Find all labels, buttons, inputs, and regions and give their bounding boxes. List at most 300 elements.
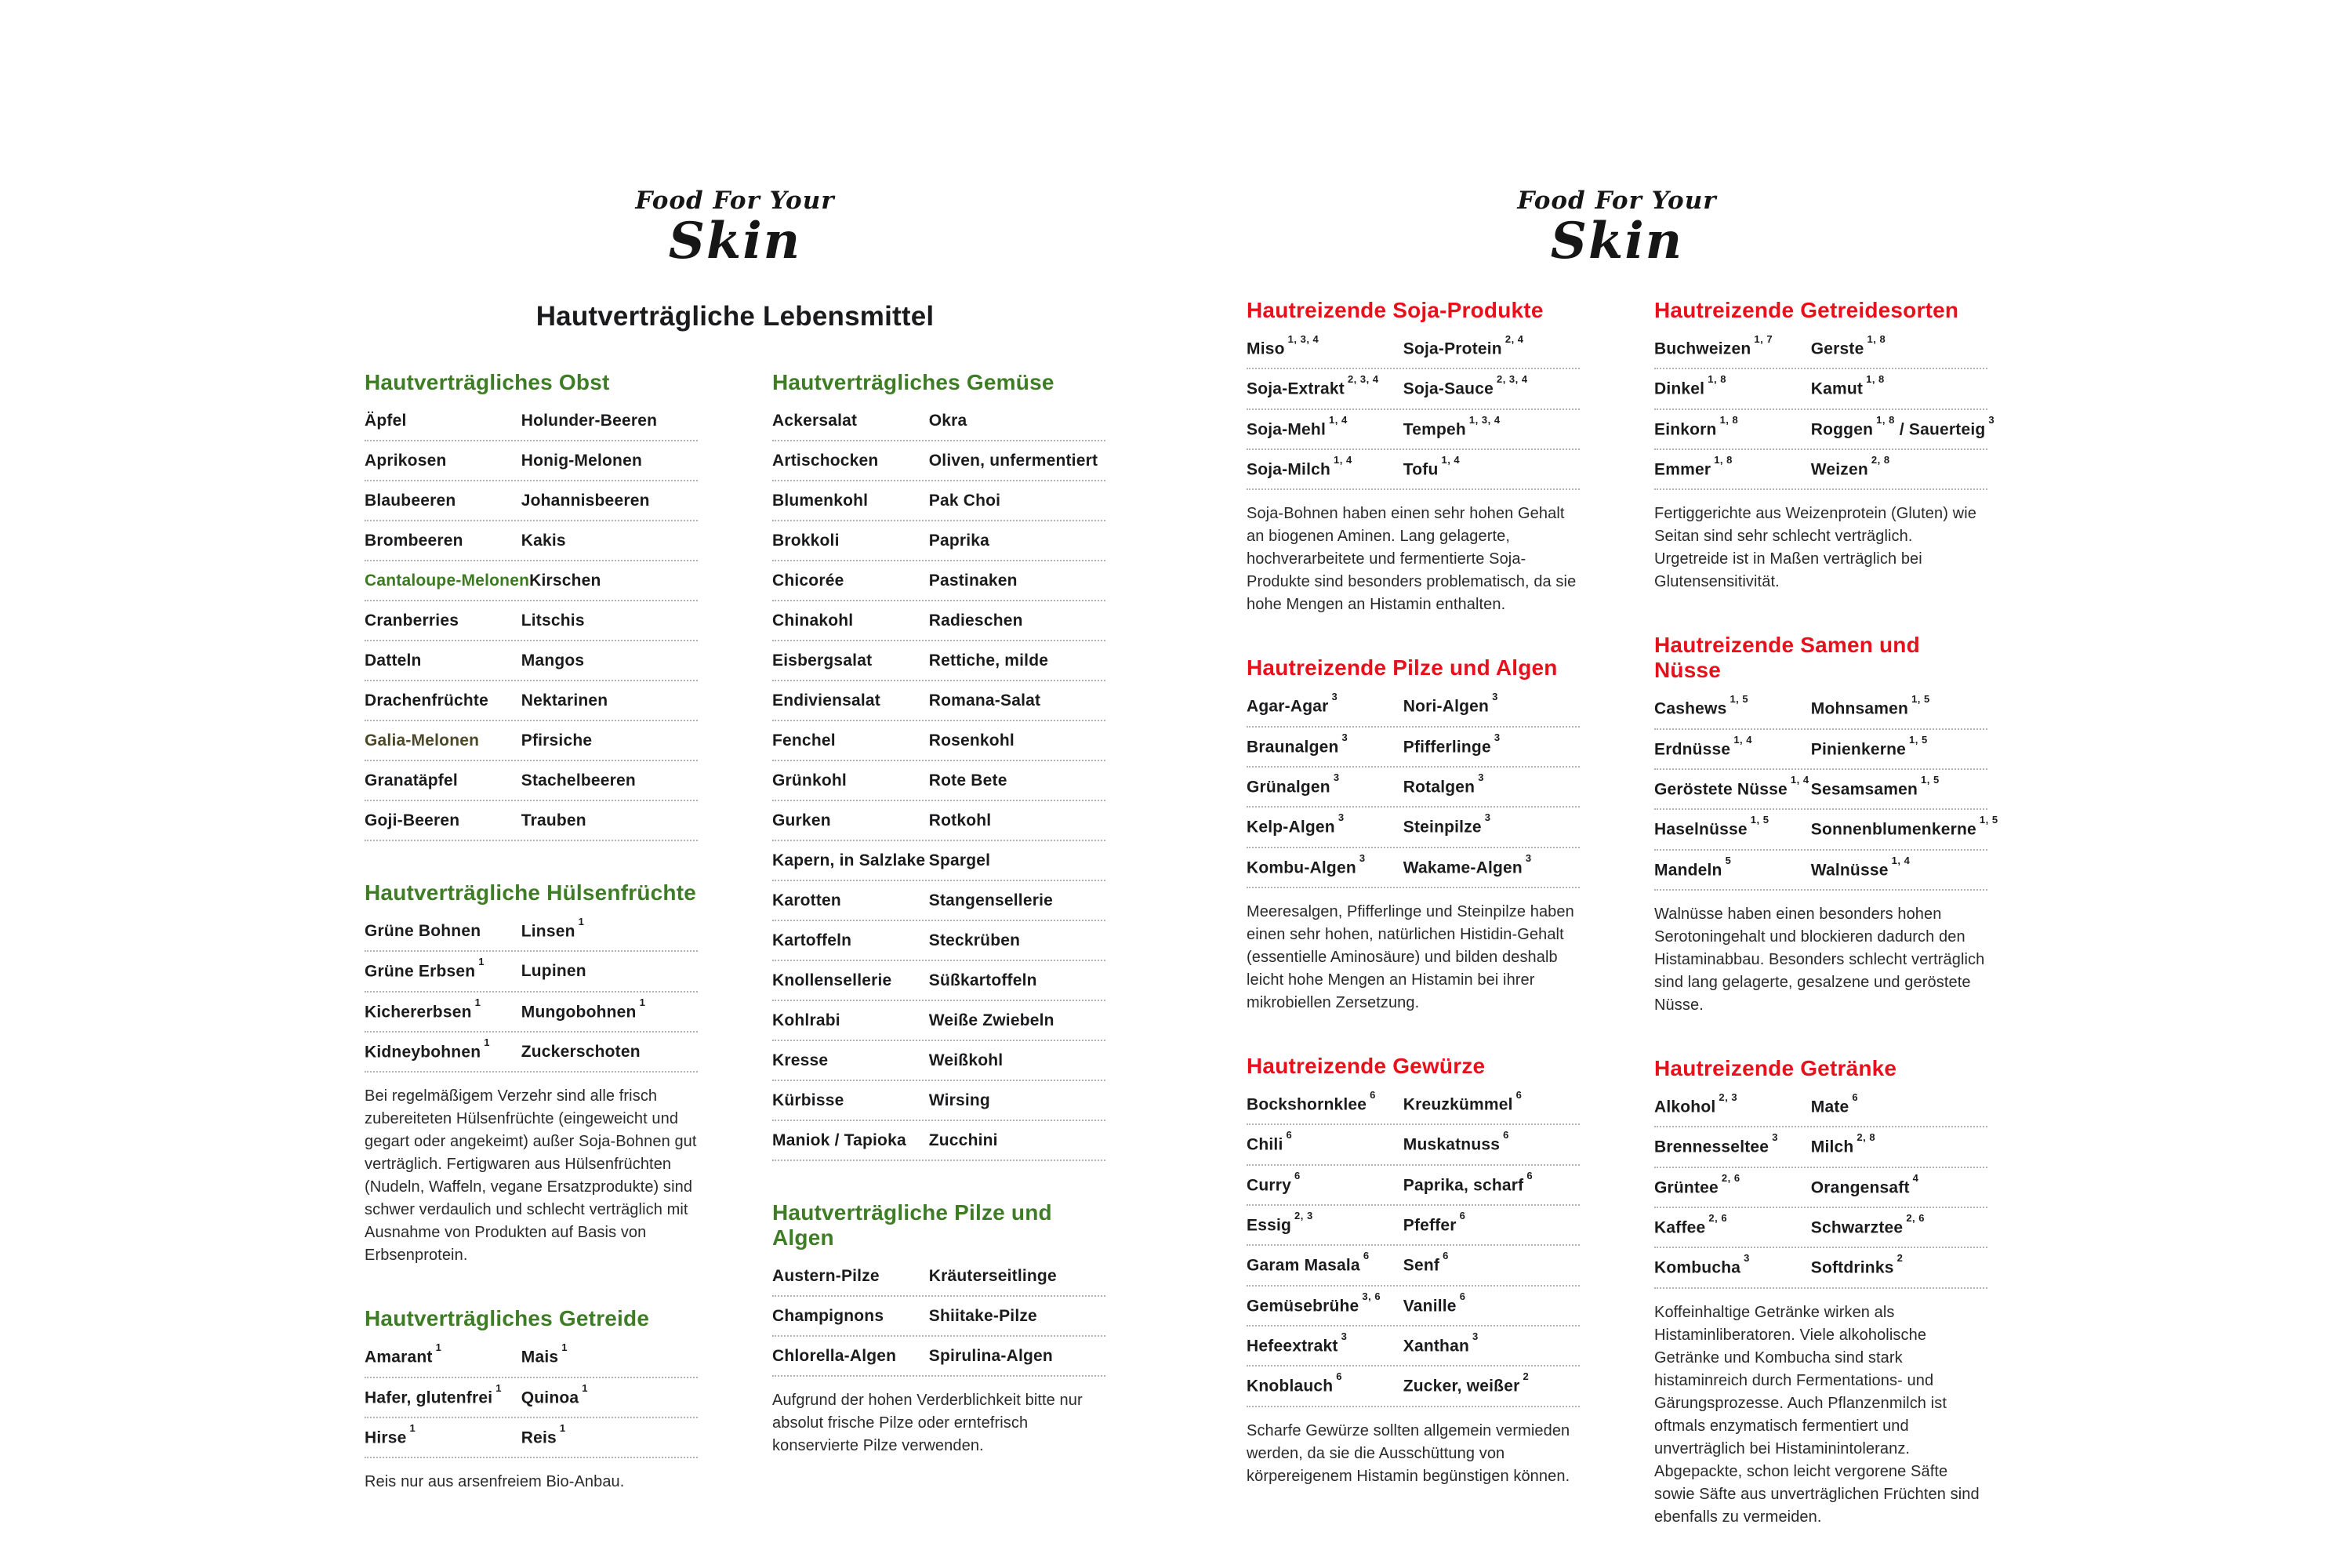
item-label: Drachenfrüchte <box>365 691 489 710</box>
list-item <box>1654 814 1811 839</box>
list-row <box>365 993 698 1033</box>
footnote-marker: 6 <box>1852 1091 1859 1103</box>
footnote-marker: 1 <box>484 1036 490 1048</box>
list-row <box>1247 450 1580 490</box>
footnote-marker: 1, 4 <box>1441 453 1461 466</box>
list-item <box>1403 1290 1580 1316</box>
list-item <box>929 1347 1105 1366</box>
footnote-marker: 3 <box>1338 811 1345 824</box>
item-label: Chlorella-Algen <box>772 1347 897 1365</box>
list-item <box>1403 811 1580 837</box>
item-label: Braunalgen <box>1247 737 1339 756</box>
list-item <box>929 771 1105 790</box>
list-item <box>1403 1129 1580 1154</box>
food-section <box>1247 298 1580 616</box>
list-row <box>772 841 1105 881</box>
list-row <box>1654 450 1987 490</box>
item-label: Alkohol <box>1654 1098 1716 1116</box>
footnote-marker: 3 <box>1478 771 1484 783</box>
list-item <box>365 691 521 710</box>
list-row <box>365 801 698 841</box>
item-label: Senf <box>1403 1256 1440 1275</box>
item-label: Gurken <box>772 811 831 829</box>
footnote-marker: 1 <box>559 1421 566 1434</box>
section-title: Hautreizende Getreidesorten <box>1654 298 1959 322</box>
list-item <box>929 572 1105 590</box>
item-label: Süßkartoffeln <box>928 971 1037 989</box>
list-item <box>929 971 1105 990</box>
list-item <box>365 731 521 750</box>
section-title: Hautreizende Pilze und Algen <box>1247 655 1558 681</box>
list-row <box>772 681 1105 721</box>
item-label: Blumenkohl <box>772 492 869 510</box>
list-item <box>929 452 1105 470</box>
list-item <box>929 1091 1105 1110</box>
item-label: Kresse <box>772 1051 829 1069</box>
list-item <box>365 771 521 790</box>
list-row <box>1247 768 1580 808</box>
item-label: Amarant <box>365 1348 433 1367</box>
section-note: Aufgrund der hohen Verderblichkeit bitte nur absolut frische Pilze oder erntefrisch konservierte Pilze verwenden. <box>772 1392 1083 1454</box>
list-item <box>1403 1209 1580 1235</box>
list-item <box>1247 333 1403 358</box>
section-note: Koffeinhaltige Getränke wirken als Histaminliberatoren. Viele alkoholische Getränke und Kombucha sind stark histaminreich durch Fermentations- und Gärungsprozesse. Auch Pflanzenmilch ist oftmals enzymatisch fermentiert und unverträglich bei Histaminintoleranz. Abgepackte, schon leicht vergorene Säfte sowie Säfte aus unverträglichen Früchten sind ebenfalls zu vermeiden. <box>1654 1303 1980 1526</box>
list-item <box>772 1267 929 1286</box>
list-item <box>365 412 521 430</box>
list-row <box>1247 808 1580 848</box>
item-label: Stangensellerie <box>928 891 1053 909</box>
item-label: Pastinaken <box>928 572 1018 590</box>
list-item <box>929 851 1105 870</box>
footnote-marker: 1, 5 <box>1979 814 1998 826</box>
list-item <box>365 452 521 470</box>
food-list <box>772 401 1105 1161</box>
page-right <box>1247 187 1998 1568</box>
footnote-marker: 1, 8 <box>1714 453 1733 466</box>
footnote-marker: 6 <box>1370 1088 1376 1101</box>
item-label: Pfifferlinge <box>1403 737 1491 756</box>
list-item <box>1247 771 1403 797</box>
item-label: Xanthan <box>1403 1337 1469 1356</box>
item-label: Äpfel <box>365 412 407 430</box>
item-label: Muskatnuss <box>1403 1135 1501 1154</box>
list-item <box>772 691 929 710</box>
list-item <box>929 652 1105 670</box>
item-label: Roggen <box>1810 419 1874 438</box>
item-label: Mangos <box>521 652 585 670</box>
list-item <box>1810 1211 1987 1237</box>
list-row <box>1247 728 1580 768</box>
list-row <box>365 1418 698 1458</box>
list-item <box>521 771 698 790</box>
list-item <box>929 931 1105 950</box>
list-row <box>365 1378 698 1418</box>
item-label: Kirschen <box>529 572 601 590</box>
item-label: Lupinen <box>521 962 586 981</box>
list-item <box>365 612 521 630</box>
list-row <box>772 721 1105 761</box>
list-item <box>772 652 929 670</box>
footnote-marker: 6 <box>1503 1129 1509 1142</box>
footnote-marker: 1 <box>561 1341 568 1354</box>
item-label: Miso <box>1247 339 1285 358</box>
list-item <box>365 532 521 550</box>
list-item <box>1810 373 1987 398</box>
item-label: Johannisbeeren <box>521 492 650 510</box>
footnote-marker: 1, 7 <box>1754 333 1773 345</box>
item-label: Soja-Extrakt <box>1247 379 1345 398</box>
item-label: Wirsing <box>928 1091 990 1109</box>
list-item <box>772 1307 929 1326</box>
item-label: Mate <box>1810 1098 1849 1116</box>
section-note: Bei regelmäßigem Verzehr sind alle frisch zubereiteten Hülsenfrüchte (eingeweicht und gegart oder angekeimt) außer Soja-Bohnen gut verträglich. Fertigwaren aus Hülsenfrüchten (Nudeln, Waffeln, vegane Ersatzprodukte) sind schwer verdaulich und schlecht verträglich mit Ausnahme von Produkten auf Basis von Erbsenprotein. <box>365 1087 697 1265</box>
list-item <box>1247 1250 1403 1275</box>
list-row <box>772 561 1105 601</box>
list-item <box>772 851 929 870</box>
list-item <box>1810 854 1987 880</box>
item-label: Tempeh <box>1403 419 1466 438</box>
list-row <box>1654 369 1987 409</box>
item-label: Zucker, weißer <box>1403 1377 1520 1396</box>
list-item <box>521 691 698 710</box>
item-label: Einkorn <box>1654 419 1717 438</box>
item-label: Knollensellerie <box>772 971 892 989</box>
list-item <box>1247 1088 1403 1114</box>
logo-tagline: Food For Your <box>635 187 835 215</box>
item-label: Schwarztee <box>1810 1218 1904 1237</box>
food-section <box>1654 298 1995 593</box>
footnote-marker: 2, 3 <box>1719 1091 1738 1103</box>
list-item <box>529 572 698 590</box>
list-row <box>1247 410 1580 450</box>
item-label: Kreuzkümmel <box>1403 1095 1513 1114</box>
section-title: Hautreizende Soja-Produkte <box>1247 298 1544 322</box>
section-title: Hautverträgliche Hülsenfrüchte <box>365 880 696 905</box>
list-item <box>1654 1091 1811 1116</box>
footnote-marker: 2, 6 <box>1708 1211 1728 1224</box>
list-item <box>1403 1088 1580 1114</box>
footnote-marker: 1, 8 <box>1876 413 1895 426</box>
list-row <box>1247 1327 1580 1367</box>
list-row <box>1654 689 1987 729</box>
list-row <box>365 641 698 681</box>
column <box>772 370 1105 1533</box>
list-row <box>365 952 698 992</box>
list-row <box>772 521 1105 561</box>
list-item <box>521 492 698 510</box>
list-row <box>772 1121 1105 1161</box>
list-item <box>521 1341 698 1367</box>
item-label: Zuckerschoten <box>521 1042 641 1061</box>
list-item <box>929 1051 1105 1070</box>
footnote-marker: 3 <box>1744 1252 1750 1265</box>
food-list <box>365 401 698 841</box>
item-label: / Sauerteig <box>1894 419 1986 438</box>
list-row <box>1247 687 1580 727</box>
list-item <box>1247 1330 1403 1356</box>
food-list <box>1654 1087 1987 1289</box>
item-label: Dinkel <box>1654 379 1705 398</box>
footnote-marker: 2, 6 <box>1906 1211 1925 1224</box>
list-item <box>365 652 521 670</box>
item-label: Trauben <box>521 811 586 829</box>
list-row <box>1247 848 1580 888</box>
footnote-marker: 1, 8 <box>1719 413 1739 426</box>
list-item <box>1810 733 1987 759</box>
list-item <box>521 811 698 830</box>
list-row <box>772 1041 1105 1081</box>
list-row <box>1654 1208 1987 1248</box>
item-label: Holunder-Beeren <box>521 412 658 430</box>
footnote-marker: 1 <box>478 956 485 968</box>
list-item <box>521 962 698 981</box>
item-label: Pak Choi <box>928 492 1001 510</box>
list-row <box>1247 1166 1580 1206</box>
food-section <box>772 1200 1105 1457</box>
list-row <box>365 681 698 721</box>
item-label: Artischocken <box>772 452 879 470</box>
item-label: Reis <box>521 1428 557 1447</box>
list-row <box>1247 1367 1580 1406</box>
list-row <box>772 601 1105 641</box>
footnote-marker: 5 <box>1725 854 1732 866</box>
list-item <box>1247 373 1403 398</box>
footnote-marker: 1, 4 <box>1334 453 1352 466</box>
footnote-marker: 1, 8 <box>1866 373 1885 386</box>
list-item <box>929 1011 1105 1030</box>
list-item <box>1247 413 1403 439</box>
item-label: Grünkohl <box>772 771 847 789</box>
list-item <box>365 1036 521 1062</box>
list-item <box>1247 811 1403 837</box>
list-item <box>1810 693 1987 718</box>
list-item <box>1654 693 1811 718</box>
item-label: Grünalgen <box>1247 778 1330 797</box>
column <box>1247 298 1580 1568</box>
item-label: Kaffee <box>1654 1218 1706 1237</box>
item-label: Brennesseltee <box>1654 1138 1769 1156</box>
list-row <box>772 401 1105 441</box>
food-list <box>365 1338 698 1458</box>
footnote-marker: 1, 8 <box>1708 373 1726 386</box>
list-item <box>1403 1330 1580 1356</box>
list-row <box>1654 1087 1987 1127</box>
item-label: Datteln <box>365 652 422 670</box>
item-label: Mais <box>521 1348 559 1367</box>
item-label: Rosenkohl <box>928 731 1014 750</box>
footnote-marker: 2, 6 <box>1721 1171 1740 1184</box>
item-label: Litschis <box>521 612 585 630</box>
list-item <box>365 492 521 510</box>
item-label: Romana-Salat <box>928 691 1041 710</box>
item-label: Sesamsamen <box>1810 780 1918 799</box>
item-label: Kakis <box>521 532 566 550</box>
list-item <box>772 1011 929 1030</box>
item-label: Mungobohnen <box>521 1002 637 1021</box>
food-list <box>772 1257 1105 1377</box>
item-label: Austern-Pilze <box>772 1267 880 1285</box>
list-row <box>1247 1085 1580 1125</box>
list-item <box>929 412 1105 430</box>
list-item <box>929 1307 1105 1326</box>
item-label: Gerste <box>1810 339 1864 358</box>
list-item <box>772 1051 929 1070</box>
list-item <box>521 1043 698 1062</box>
item-label: Bockshornklee <box>1247 1095 1367 1114</box>
list-row <box>1654 1127 1987 1167</box>
item-label: Brokkoli <box>772 532 840 550</box>
item-label: Wakame-Algen <box>1403 858 1523 877</box>
footnote-marker: 6 <box>1336 1370 1343 1383</box>
footnote-marker: 6 <box>1443 1250 1449 1262</box>
item-label: Kräuterseitlinge <box>928 1267 1057 1285</box>
section-note: Walnüsse haben einen besonders hohen Serotoningehalt und blockieren dadurch den Histaminabbau. Besonders schlecht verträglich sind lang gelagerte, gesalzene und geröstete Nüsse. <box>1654 905 1985 1014</box>
section-note: Scharfe Gewürze sollten allgemein vermieden werden, da sie die Ausschüttung von körpereigenem Histamin begünstigen können. <box>1247 1421 1570 1485</box>
item-label: Chicorée <box>772 572 844 590</box>
item-label: Nektarinen <box>521 691 608 710</box>
list-item <box>1810 773 1987 799</box>
footnote-marker: 3 <box>1333 771 1340 783</box>
food-section <box>1654 633 1998 1017</box>
list-item <box>929 691 1105 710</box>
list-item <box>772 572 929 590</box>
list-row <box>1654 1168 1987 1208</box>
list-item <box>1247 691 1403 716</box>
list-row <box>772 801 1105 841</box>
list-item <box>772 931 929 950</box>
item-label: Spirulina-Algen <box>928 1347 1053 1365</box>
item-label: Pinienkerne <box>1810 739 1906 758</box>
item-label: Cashews <box>1654 699 1727 718</box>
footnote-marker: 3 <box>1331 691 1338 703</box>
list-item <box>365 572 529 590</box>
item-label: Mohnsamen <box>1810 699 1909 718</box>
list-row <box>772 881 1105 921</box>
footnote-marker: 2 <box>1896 1252 1904 1265</box>
footnote-marker: 2, 3, 4 <box>1496 373 1528 386</box>
list-item <box>1654 854 1811 880</box>
logo-wordmark: Skin <box>668 212 802 270</box>
item-label: Oliven, unfermentiert <box>928 452 1098 470</box>
list-item <box>365 956 521 981</box>
list-item <box>521 731 698 750</box>
page-left <box>365 187 1105 1568</box>
list-row <box>1654 1248 1987 1288</box>
list-item <box>521 996 698 1022</box>
list-row <box>772 1001 1105 1041</box>
item-label: Granatäpfel <box>365 771 458 789</box>
list-row <box>772 1337 1105 1377</box>
list-row <box>1247 1246 1580 1286</box>
list-item <box>1654 1252 1811 1277</box>
section-title: Hautreizende Gewürze <box>1247 1053 1486 1078</box>
columns-right-page <box>1247 298 1998 1568</box>
list-item <box>521 652 698 670</box>
footnote-marker: 3 <box>1359 851 1366 864</box>
logo-wordmark: Skin <box>1550 212 1684 270</box>
list-item <box>1810 814 1998 839</box>
brand-logo <box>365 187 1105 270</box>
item-label: Mandeln <box>1654 860 1722 879</box>
footnote-marker: 2 <box>1523 1370 1530 1383</box>
item-label: Stachelbeeren <box>521 771 636 789</box>
section-title: Hautreizende Samen und Nüsse <box>1654 633 1920 683</box>
list-row <box>1654 410 1995 450</box>
list-item <box>521 916 698 941</box>
list-row <box>772 1297 1105 1337</box>
footnote-marker: 3 <box>1525 851 1532 864</box>
footnote-marker: 1 <box>639 996 646 1008</box>
footnote-marker: 2, 4 <box>1504 333 1524 345</box>
food-section <box>365 1306 698 1494</box>
list-item <box>1247 731 1403 757</box>
item-label: Kombucha <box>1654 1258 1741 1277</box>
list-item <box>772 771 929 790</box>
list-row <box>365 601 698 641</box>
list-row <box>365 401 698 441</box>
list-item <box>1247 851 1403 877</box>
footnote-marker: 1, 4 <box>1790 773 1809 786</box>
brand-logo <box>1247 187 1987 270</box>
item-label: Knoblauch <box>1247 1377 1334 1396</box>
item-label: Kürbisse <box>772 1091 844 1109</box>
item-label: Essig <box>1247 1216 1292 1235</box>
footnote-marker: 2, 3 <box>1294 1209 1313 1221</box>
footnote-marker: 3 <box>1341 1330 1348 1342</box>
item-label: Sonnenblumenkerne <box>1810 820 1976 839</box>
list-row <box>1654 730 1987 770</box>
list-item <box>365 1381 521 1407</box>
footnote-marker: 1 <box>495 1381 503 1394</box>
list-row <box>772 481 1105 521</box>
footnote-marker: 1, 3, 4 <box>1287 333 1319 345</box>
item-label: Grüne Erbsen <box>365 962 476 981</box>
footnote-marker: 1, 5 <box>1730 693 1749 706</box>
list-item <box>1654 413 1811 439</box>
footnote-marker: 6 <box>1363 1250 1370 1262</box>
section-title: Hautverträgliches Obst <box>365 370 610 394</box>
list-item <box>1403 1370 1580 1396</box>
item-label: Buchweizen <box>1654 339 1751 358</box>
list-row <box>772 1257 1105 1297</box>
list-row <box>365 561 698 601</box>
list-row <box>1247 1206 1580 1246</box>
item-label: Grüne Bohnen <box>365 922 481 940</box>
list-item <box>1403 731 1580 757</box>
item-label: Linsen <box>521 922 575 941</box>
food-list <box>365 912 698 1073</box>
list-item <box>929 811 1105 830</box>
footnote-marker: 6 <box>1294 1169 1301 1181</box>
item-label: Weißkohl <box>928 1051 1004 1069</box>
item-label: Honig-Melonen <box>521 452 642 470</box>
list-row <box>1654 810 1998 850</box>
list-row <box>772 1081 1105 1121</box>
item-label: Kapern, in Salzlake <box>772 851 926 869</box>
item-label: Steckrüben <box>928 931 1021 949</box>
list-item <box>929 891 1105 910</box>
column <box>1654 298 1998 1568</box>
list-item <box>1810 413 1995 439</box>
footnote-marker: 2, 8 <box>1857 1131 1876 1144</box>
list-item <box>1654 1171 1811 1197</box>
footnote-marker: 2, 3, 4 <box>1347 373 1379 386</box>
item-label: Milch <box>1810 1138 1854 1156</box>
footnote-marker: 1, 5 <box>1921 773 1940 786</box>
list-item <box>929 612 1105 630</box>
list-item <box>1247 1169 1403 1195</box>
food-section <box>365 370 698 841</box>
